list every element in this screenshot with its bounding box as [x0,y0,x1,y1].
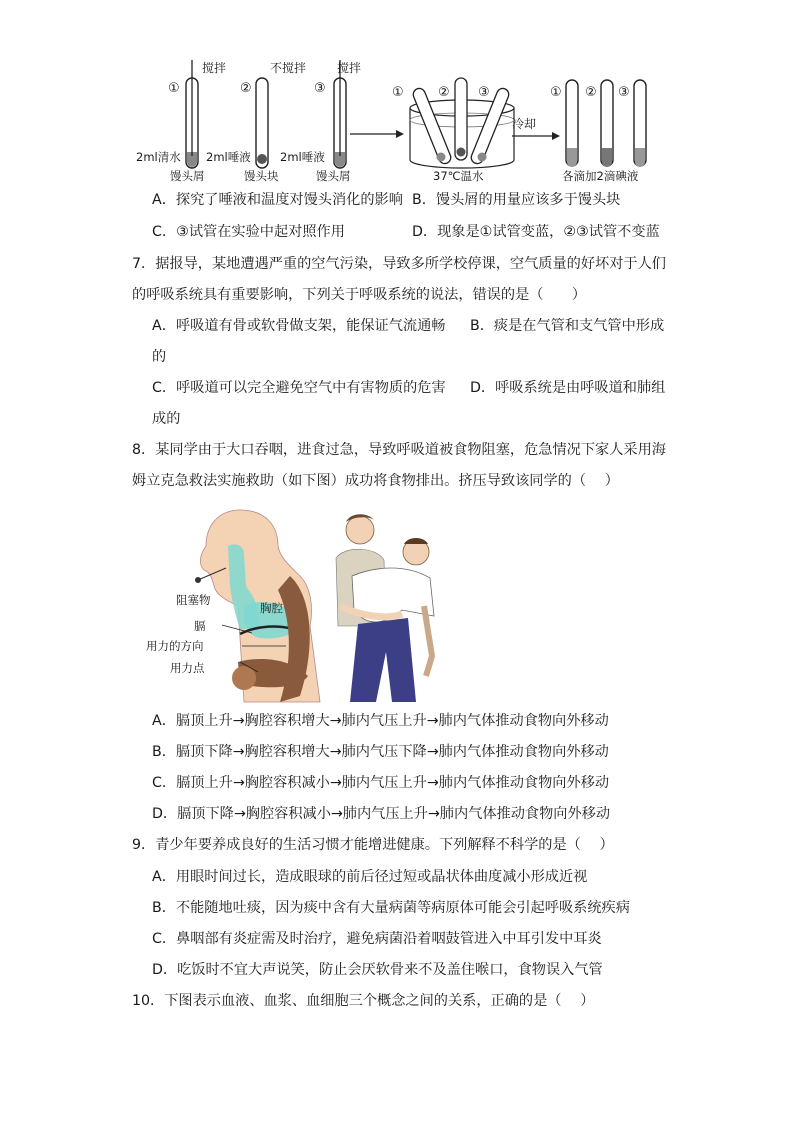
q9-option-b: B．不能随地吐痰，因为痰中含有大量病菌等病原体可能会引起呼吸系统疾病 [152,900,630,916]
q7-option-b: B．痰是在气管和支气管中形成 [470,318,665,334]
bath-tube-number-1: ① [392,85,404,100]
result-tube-number-1: ① [550,85,562,100]
q9-option-c: C．鼻咽部有炎症需及时治疗，避免病菌沿着咽鼓管进入中耳引发中耳炎 [152,931,602,947]
q9-option-a: A．用眼时间过长，造成眼球的前后径过短或晶状体曲度减小形成近视 [152,869,588,885]
q7-option-a: A．呼吸道有骨或软骨做支架，能保证气流通畅 [152,318,446,334]
q6-option-c: C．③试管在实验中起对照作用 [152,224,345,240]
q9-option-d: D．吃饭时不宜大声说笑，防止会厌软骨来不及盖住喉口，食物误入气管 [152,962,603,978]
q7-option-d: D．呼吸系统是由呼吸道和肺组 [470,380,666,396]
result-tubes [566,80,646,167]
stir-label-3: 搅拌 [337,61,362,75]
test-tube-2 [256,78,268,168]
heimlich-figure [140,506,440,706]
q7-option-c: C．呼吸道可以完全避免空气中有害物质的危害 [152,380,446,396]
label-obstruction: 阻塞物 [176,593,211,607]
q8-option-d: D．膈顶下降→胸腔容积减小→肺内气压上升→肺内气体推动食物向外移动 [152,806,611,822]
q8-option-c: C．膈顶上升→胸腔容积减小→肺内气压上升→肺内气体推动食物向外移动 [152,775,610,791]
result-tube-number-2: ② [585,85,597,100]
q7-stem-line-2: 的呼吸系统具有重要影响，下列关于呼吸系统的说法，错误的是（ ） [132,287,587,303]
liquid-label-1: 2ml清水 [136,150,181,164]
label-diaphragm: 膈 [194,619,206,633]
water-bath-beaker [410,78,514,168]
bread-label-3: 馒头屑 [316,169,351,183]
label-force-direction: 用力的方向 [146,639,204,653]
label-force-point: 用力点 [170,661,205,675]
bread-label-1: 馒头屑 [170,169,205,183]
q6-option-a: A．探究了唾液和温度对馒头消化的影响 [152,192,403,208]
q8-option-a: A．膈顶上升→胸腔容积增大→肺内气压上升→肺内气体推动食物向外移动 [152,713,609,729]
q8-option-b: B．膈顶下降→胸腔容积增大→肺内气压下降→肺内气体推动食物向外移动 [152,744,609,760]
q10-stem: 10．下图表示血液、血浆、血细胞三个概念之间的关系，正确的是（ ） [132,993,595,1009]
cool-label: 冷却 [512,117,537,131]
test-tube-3 [334,60,346,168]
label-chest: 胸腔 [260,601,283,615]
bath-label: 37℃温水 [433,169,484,183]
q9-stem: 9．青少年要养成良好的生活习惯才能增进健康。下列解释不科学的是（ ） [132,837,614,853]
arrow-to-bath [350,130,404,138]
q8-stem-line-2: 姆立克急救法实施救助（如下图）成功将食物排出。挤压导致该同学的（ ） [132,473,619,489]
bath-tube-number-3: ③ [478,85,490,100]
bath-tube-number-2: ② [438,85,450,100]
tube-number-1: ① [168,81,180,96]
q6-option-d: D．现象是①试管变蓝，②③试管不变蓝 [412,224,660,240]
liquid-label-3: 2ml唾液 [280,150,325,164]
tube-number-3: ③ [314,81,326,96]
result-tube-number-3: ③ [618,85,630,100]
q7-option-b-cont: 的 [152,349,167,365]
stir-label-1: 搅拌 [202,61,227,75]
q8-stem-line-1: 8．某同学由于大口吞咽，进食过急，导致呼吸道被食物阻塞，危急情况下家人采用海 [132,442,666,458]
q6-option-b: B．馒头屑的用量应该多于馒头块 [412,192,621,208]
experiment-figure [128,56,668,188]
q7-option-d-cont: 成的 [152,411,181,427]
arrow-cooling [512,132,560,140]
test-tube-1 [186,60,198,168]
rescuer-and-victim [336,514,434,702]
liquid-label-2: 2ml唾液 [206,150,251,164]
q7-stem-line-1: 7．据报导，某地遭遇严重的空气污染，导致多所学校停课，空气质量的好坏对于人们 [132,256,666,272]
stir-label-2: 不搅拌 [270,61,307,75]
bread-label-2: 馒头块 [244,169,279,183]
tube-number-2: ② [240,81,252,96]
iodine-label: 各滴加2滴碘液 [562,169,639,183]
